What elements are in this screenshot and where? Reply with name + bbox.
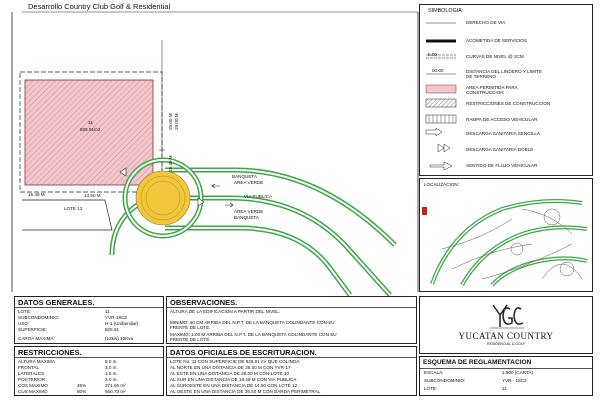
yucatan-country-logo-icon <box>490 303 524 329</box>
lot-number-label: 11 <box>88 120 93 125</box>
datos-label: LOTE: <box>18 309 32 314</box>
legend-item-label: DESCARGA SANITARIA DOBLE <box>466 147 534 152</box>
restriccion-label: FRONTAL <box>18 365 40 370</box>
restricciones-panel <box>14 346 164 396</box>
dim-south-label: 14.50 M <box>84 193 101 198</box>
esquema-title: ESQUEMA DE REGLAMENTACION <box>423 359 532 366</box>
esquema-value: 11 <box>502 386 507 391</box>
legend-title: SIMBOLOGIA: <box>428 8 464 14</box>
legend-flow-arrow-icon <box>430 162 452 170</box>
legend-item-label: CURVAS DE NIVEL @ 2CM <box>466 54 524 59</box>
observacion-line: MINIMO: 40 CM ARRIBA DEL N.P.T. DE LA BANQUETA COLINDANTE CON SU <box>170 320 335 325</box>
datos-label: CARGA MAXIMA: <box>18 336 55 341</box>
restricciones-title: RESTRICCIONES. <box>18 348 82 357</box>
via-publica-label: VIA PUBLICA <box>244 194 273 199</box>
datos-value: 11 <box>105 309 110 314</box>
legend-item-label: ACOMETIDA DE SERVICIOS <box>466 38 527 43</box>
banqueta-top-label: BANQUETA <box>232 174 257 179</box>
flow-arrow-icon <box>225 203 233 207</box>
restriccion-value: 1.5 m. <box>105 371 118 376</box>
legend-item-label: DERECHO DE VIA <box>466 20 506 25</box>
legend-item-label: RAMPA DE ACCESO VEHICULAR <box>466 117 538 122</box>
restriccion-label: POSTERIOR <box>18 377 46 382</box>
escritura-line: AL ESTE EN UNA DISTANCIA DE 28.00 M CON LOTE 10 <box>170 371 289 376</box>
datos-generales-panel <box>14 296 164 344</box>
escritura-line: LOTE No. 11 CON SUPERFICIE DE 825.91 m² QUE COLINDA: <box>170 359 301 364</box>
legend-item-label: RESTRICCIONES DE CONSTRUCCION <box>466 101 551 106</box>
lot-12-outline <box>22 200 112 230</box>
restriccion-label: ALTURA MAXIMA <box>18 359 55 364</box>
datos-oficiales-title: DATOS OFICIALES DE ESCRITURACION. <box>170 348 317 357</box>
brand-name: YUCATAN COUNTRY <box>458 331 554 341</box>
lot-12-label: LOTE 12 <box>64 206 83 211</box>
sheet-title: Desarrollo Country Club Golf & Residential <box>28 2 171 11</box>
observaciones-title: OBSERVACIONES. <box>170 298 238 307</box>
observaciones-panel <box>166 296 417 344</box>
legend-arrow-doble-icon <box>438 144 450 152</box>
legend-item-label: DESCARGA SANITARIA SENCILLA <box>466 131 540 136</box>
observacion-line: FRENTE DE LOTE. <box>170 325 211 330</box>
restriccion-pct: 45% <box>77 383 87 388</box>
observacion-line: FRENTE DE LOTE. <box>170 337 211 342</box>
legend-panel <box>419 4 593 176</box>
esquema-value: 1:500 (CARTA) <box>502 370 533 375</box>
esquema-label: ESCALA: <box>424 370 444 375</box>
esquema-value: YVR - 18C2 <box>502 378 527 383</box>
legend-sample-curvas: 5.00 <box>428 52 437 57</box>
location-title: LOCALIZACION: <box>424 182 459 187</box>
restriccion-value: 660.73 m² <box>105 389 126 394</box>
restriccion-label: LATERALES <box>18 371 45 376</box>
esquema-label: SUBCONDOMINIO: <box>424 378 466 383</box>
observacion-line: ALTURA DE LA EDIFICACION A PARTIR DEL NIVEL: <box>170 309 281 314</box>
banqueta-bottom-label: BANQUETA <box>234 215 259 220</box>
restriccion-value: 8.0 m. <box>105 359 118 364</box>
legend-item-label: AREA PERMITIDA PARA CONSTRUCCION <box>466 85 518 96</box>
dim-east-1-label: 25.00 M <box>168 113 173 130</box>
road-green-edge-south <box>165 228 350 295</box>
observacion-line: MAXIMO: 1.00 M ARRIBA DEL N.P.T. DE LA BANQUETA COLINDANTE CON SU <box>170 332 337 337</box>
restriccion-value: 3.0 m. <box>105 377 118 382</box>
restriccion-value: 371.66 m² <box>105 383 126 388</box>
location-map <box>422 189 590 289</box>
area-verde-top-label: AREA VERDE <box>234 180 264 185</box>
dim-west-label: 16.49 M <box>28 192 45 197</box>
lot-area-label: 825.91m2 <box>80 127 101 132</box>
legend-item-label: DISTANCIA DEL LINDERO Y LIMITE DE TERRENO <box>466 69 542 80</box>
logo-panel <box>419 296 593 354</box>
legend-sample-distancia: 00.00 <box>432 68 444 73</box>
dim-east-2-label: 28.00 M <box>174 113 179 130</box>
restriccion-value: 3.0 m. <box>105 365 118 370</box>
datos-label: SUPERFICIE: <box>18 327 47 332</box>
area-verde-bottom-label: AREA VERDE <box>234 209 264 214</box>
restriccion-label: CUS MAXIMO <box>18 389 48 394</box>
escritura-line: AL OESTE EN UNA DISTANCIA DE 36.50 M CON BARDA PERIMETRAL <box>170 389 321 394</box>
location-marker <box>422 207 427 215</box>
restriccion-label: COS MAXIMO <box>18 383 48 388</box>
legend-arrow-sencilla-icon <box>426 128 442 136</box>
datos-value: H-1 (Unifamiliar) <box>105 321 139 326</box>
datos-value: YVR-18C2 <box>105 315 127 320</box>
flow-arrow-icon <box>212 184 220 188</box>
roundabout-center <box>136 171 190 225</box>
brand-tagline: RESIDENCIAL & GOLF <box>486 342 525 346</box>
location-panel <box>419 178 593 292</box>
legend-item-label: SENTIDO DE FLUJO VEHICULAR <box>466 163 538 168</box>
datos-value: (12kw) 15Kva <box>105 336 134 341</box>
escritura-line: AL SUROESTE EN UNA DISTANCIA DE 14.50 CON LOTE 12 <box>170 383 298 388</box>
datos-label: USO: <box>18 321 30 326</box>
restriccion-pct: 80% <box>77 389 87 394</box>
escritura-line: AL SUR EN UNA DISTANCIA DE 18.49 M CON VIA PUBLICA <box>170 377 297 382</box>
dim-east-3-label: 18.49 M <box>168 155 173 172</box>
legend-swatch-construction <box>426 85 456 93</box>
datos-generales-title: DATOS GENERALES. <box>18 298 95 307</box>
esquema-label: LOTE: <box>424 386 438 391</box>
datos-value: 825.91 <box>105 327 120 332</box>
datos-oficiales-panel <box>166 346 417 396</box>
esquema-panel <box>419 356 593 396</box>
datos-label: SUBCONDOMINIO: <box>18 315 60 320</box>
escritura-line: AL NORTE EN UNA DISTANCIA DE 25.00 M CON YVR-17 <box>170 365 291 370</box>
